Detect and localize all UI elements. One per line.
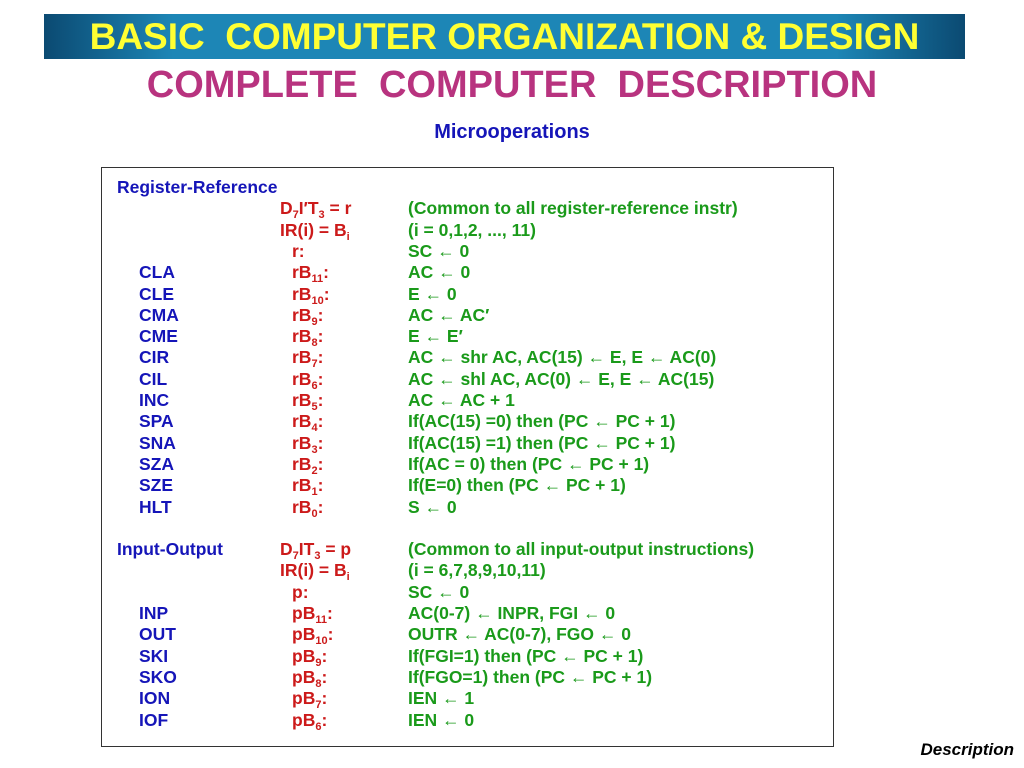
instruction-condition: $pB_9$:: [292, 645, 328, 669]
instruction-name: CIL: [139, 368, 168, 389]
instruction-row: [102, 497, 835, 518]
instruction-name: SKO: [139, 666, 177, 687]
instruction-condition: $pB_8$:: [292, 666, 328, 690]
instruction-name: SNA: [139, 432, 176, 453]
instruction-condition: $rB_{10}$:: [292, 283, 330, 307]
page-title: BASIC COMPUTER ORGANIZATION & DESIGN: [89, 16, 920, 57]
instruction-name: SKI: [139, 645, 169, 666]
instruction-row: [102, 326, 835, 350]
instruction-action: AC ← shl AC, AC(0) ← E, E ← AC(15): [408, 368, 715, 389]
instruction-row: [102, 284, 835, 305]
input-output-timing-action: SC ← 0: [408, 581, 470, 602]
instruction-condition: $pB_7$:: [292, 688, 328, 712]
instruction-action: AC ← AC′: [408, 304, 490, 325]
input-output-heading-row: [102, 539, 835, 563]
input-output-heading: Input-Output: [117, 539, 223, 560]
instruction-condition: $rB_0$:: [292, 496, 324, 520]
instruction-condition: $pB_{10}$:: [292, 624, 334, 648]
instruction-row: [102, 710, 835, 731]
instruction-row: [102, 369, 835, 390]
instruction-name: SPA: [139, 411, 174, 432]
instruction-row: [102, 411, 835, 435]
instruction-action: If(FGO=1) then (PC ← PC + 1): [408, 666, 653, 687]
instruction-action: E ← E′: [408, 326, 463, 347]
instruction-condition: $pB_{11}$:: [292, 603, 333, 626]
instruction-row: [102, 262, 835, 286]
instruction-row: [102, 347, 835, 371]
microoperations-table: [101, 167, 834, 747]
instruction-name: INC: [139, 390, 170, 410]
instruction-action: AC ← 0: [408, 262, 471, 283]
input-output-common-comment: (Common to all input-output instructions): [408, 539, 755, 560]
instruction-action: IEN ← 1: [408, 688, 475, 709]
instruction-row: [102, 646, 835, 667]
title-banner: [44, 14, 965, 59]
instruction-name: CLE: [139, 283, 174, 304]
instruction-name: ION: [139, 688, 171, 709]
register-reference-ir-condition: $IR(i) = B_i$: [280, 219, 350, 243]
input-output-common-condition: $D_7IT_3 = p$: [280, 539, 352, 563]
instruction-condition: $rB_{11}$:: [292, 262, 329, 286]
register-reference-common-condition: $D_7I'T_3 = r$: [280, 198, 352, 222]
instruction-name: SZA: [139, 453, 174, 474]
instruction-row: [102, 305, 835, 326]
instruction-condition: $rB_7$:: [292, 347, 324, 371]
instruction-condition: $rB_6$:: [292, 368, 324, 392]
register-reference-heading-row: [102, 177, 835, 198]
instruction-action: If(E=0) then (PC ← PC + 1): [408, 475, 626, 496]
instruction-action: If(AC(15) =1) then (PC ← PC + 1): [408, 432, 676, 453]
register-reference-ir-row: [102, 220, 835, 241]
instruction-action: If(FGI=1) then (PC ← PC + 1): [408, 645, 644, 666]
instruction-row: [102, 454, 835, 475]
instruction-condition: $rB_8$:: [292, 326, 324, 350]
footer-label: Description: [920, 740, 1014, 759]
input-output-timing-row: [102, 582, 835, 603]
instruction-row: [102, 390, 835, 411]
instruction-condition: $rB_2$:: [292, 453, 324, 477]
register-reference-common-row: [102, 198, 835, 222]
instruction-action: If(AC(15) =0) then (PC ← PC + 1): [408, 411, 676, 432]
instruction-name: INP: [139, 603, 169, 623]
instruction-condition: $rB_5$:: [292, 390, 324, 413]
instruction-condition: $rB_3$:: [292, 432, 324, 456]
instruction-action: S ← 0: [408, 496, 457, 517]
instruction-action: E ← 0: [408, 283, 457, 304]
instruction-name: CLA: [139, 262, 175, 283]
register-reference-heading: Register-Reference: [117, 177, 278, 197]
register-reference-common-comment: (Common to all register-reference instr): [408, 198, 738, 219]
instruction-name: HLT: [139, 496, 172, 517]
instruction-action: AC(0-7) ← INPR, FGI ← 0: [408, 603, 616, 623]
register-reference-timing-row: [102, 241, 835, 262]
instruction-row: [102, 624, 835, 648]
instruction-row: [102, 475, 835, 499]
instruction-row: [102, 433, 835, 454]
instruction-name: SZE: [139, 475, 174, 496]
register-reference-timing-label: r:: [292, 240, 305, 261]
register-reference-timing-action: SC ← 0: [408, 240, 470, 261]
instruction-action: IEN ← 0: [408, 709, 475, 730]
section-heading: Microoperations: [434, 121, 590, 143]
register-reference-ir-comment: (i = 0,1,2, ..., 11): [408, 219, 536, 240]
instruction-action: AC ← shr AC, AC(15) ← E, E ← AC(0): [408, 347, 717, 368]
instruction-name: CMA: [139, 304, 179, 325]
instruction-row: [102, 667, 835, 688]
instruction-condition: $rB_4$:: [292, 411, 324, 435]
input-output-ir-row: [102, 560, 835, 584]
instruction-action: OUTR ← AC(0-7), FGO ← 0: [408, 624, 631, 645]
input-output-ir-condition: $IR(i) = B_i$: [280, 560, 350, 584]
instruction-row: [102, 688, 835, 712]
instruction-condition: $pB_6$:: [292, 709, 328, 733]
instruction-action: If(AC = 0) then (PC ← PC + 1): [408, 453, 650, 474]
input-output-ir-comment: (i = 6,7,8,9,10,11): [408, 560, 546, 581]
instruction-name: CME: [139, 326, 178, 347]
instruction-condition: $rB_9$:: [292, 304, 324, 328]
input-output-timing-label: p:: [292, 581, 309, 602]
instruction-name: CIR: [139, 347, 170, 368]
page-subtitle: COMPLETE COMPUTER DESCRIPTION: [146, 64, 878, 106]
instruction-name: OUT: [139, 624, 176, 645]
instruction-name: IOF: [139, 709, 169, 730]
instruction-condition: $rB_1$:: [292, 475, 324, 499]
instruction-row: [102, 603, 835, 624]
instruction-action: AC ← AC + 1: [408, 390, 515, 410]
